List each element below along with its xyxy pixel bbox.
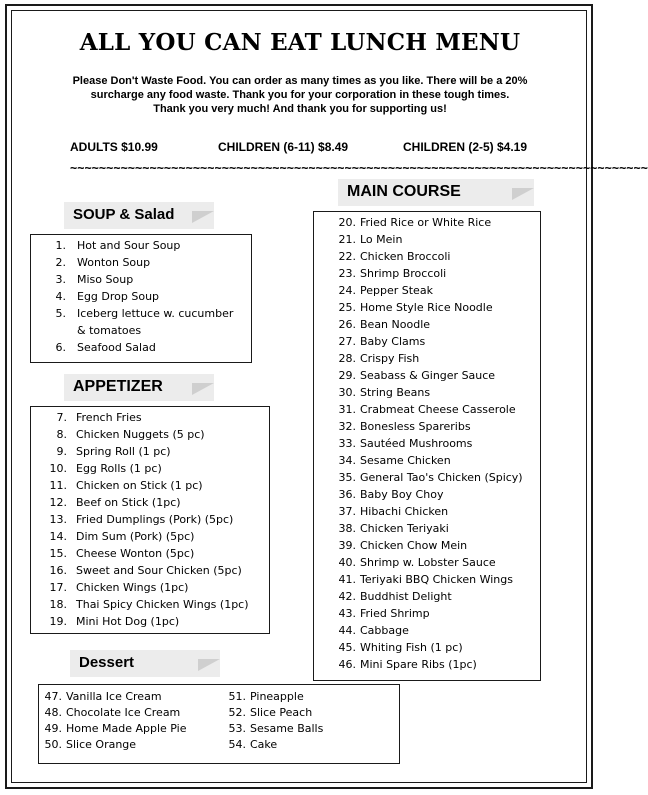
list-item: 29. Seabass & Ginger Sauce [338,369,496,382]
list-item: 50. Slice Orange [44,738,137,751]
list-item: 5. Iceberg lettuce w. cucumber [55,307,234,320]
soup-heading-tab [64,202,214,229]
list-item: 47. Vanilla Ice Cream [44,690,162,703]
list-item: 6. Seafood Salad [55,341,156,354]
main-heading-tab [338,179,534,206]
list-item: & tomatoes [77,324,142,337]
list-item: 14. Dim Sum (Pork) (5pc) [49,530,195,543]
menu-title: ALL YOU CAN EAT LUNCH MENU [79,29,521,56]
list-item: 41. Teriyaki BBQ Chicken Wings [338,573,513,586]
price-adults: ADULTS $10.99 [70,140,158,154]
appetizer-heading-tab [64,374,214,401]
tilde-divider: ~~~~~~~~~~~~~~~~~~~~~~~~~~~~~~~~~~~~~~~~~~~~~~~~~~~~~~~~~~~~~~~~~~~~~~~~~~~~~~~~ [70,161,648,175]
list-item: 20. Fried Rice or White Rice [338,216,492,229]
list-item: 30. String Beans [338,386,431,399]
notice-line: Thank you very much! And thank you for supporting us! [153,103,447,115]
notice-line: Please Don't Waste Food. You can order as many times as you like. There will be a 20% [72,75,528,87]
list-item: 18. Thai Spicy Chicken Wings (1pc) [49,598,249,611]
list-item: 31. Crabmeat Cheese Casserole [338,403,516,416]
list-item: 36. Baby Boy Choy [338,488,444,501]
list-item: 3. Miso Soup [55,273,134,286]
list-item: 2. Wonton Soup [55,256,151,269]
list-item: 11. Chicken on Stick (1 pc) [49,479,203,492]
list-item: 49. Home Made Apple Pie [44,722,187,735]
list-item: 53. Sesame Balls [228,722,324,735]
list-item: 8. Chicken Nuggets (5 pc) [56,428,205,441]
appetizer-heading: APPETIZER [73,378,163,395]
list-item: 37. Hibachi Chicken [338,505,449,518]
list-item: 38. Chicken Teriyaki [338,522,449,535]
list-item: 44. Cabbage [338,624,409,637]
waste-notice [40,74,560,116]
list-item: 39. Chicken Chow Mein [338,539,468,552]
list-item: 9. Spring Roll (1 pc) [56,445,171,458]
tab-arrow-icon [192,211,214,223]
list-item: 1. Hot and Sour Soup [55,239,181,252]
soup-heading: SOUP & Salad [73,206,175,223]
main-heading: MAIN COURSE [347,183,461,200]
list-item: 52. Slice Peach [228,706,313,719]
list-item: 45. Whiting Fish (1 pc) [338,641,463,654]
list-item: 42. Buddhist Delight [338,590,452,603]
list-item: 46. Mini Spare Ribs (1pc) [338,658,477,671]
list-item: 33. Sautéed Mushrooms [338,437,473,450]
dessert-heading-tab [70,650,220,677]
list-item: 35. General Tao's Chicken (Spicy) [338,471,523,484]
list-item: 15. Cheese Wonton (5pc) [49,547,195,560]
list-item: 24. Pepper Steak [338,284,433,297]
list-item: 4. Egg Drop Soup [55,290,160,303]
list-item: 48. Chocolate Ice Cream [44,706,181,719]
list-item: 19. Mini Hot Dog (1pc) [49,615,180,628]
list-item: 34. Sesame Chicken [338,454,451,467]
list-item: 23. Shrimp Broccoli [338,267,447,280]
list-item: 26. Bean Noodle [338,318,431,331]
list-item: 10. Egg Rolls (1 pc) [49,462,162,475]
list-item: 22. Chicken Broccoli [338,250,451,263]
list-item: 32. Bonesless Spareribs [338,420,471,433]
list-item: 40. Shrimp w. Lobster Sauce [338,556,496,569]
tab-arrow-icon [198,659,220,671]
list-item: 51. Pineapple [228,690,304,703]
list-item: 17. Chicken Wings (1pc) [49,581,189,594]
notice-line: surcharge any food waste. Thank you for your corporation in these tough times. [90,89,510,101]
list-item: 54. Cake [228,738,278,751]
list-item: 13. Fried Dumplings (Pork) (5pc) [49,513,234,526]
tab-arrow-icon [512,188,534,200]
list-item: 25. Home Style Rice Noodle [338,301,493,314]
list-item: 21. Lo Mein [338,233,403,246]
tab-arrow-icon [192,383,214,395]
list-item: 16. Sweet and Sour Chicken (5pc) [49,564,242,577]
list-item: 7. French Fries [56,411,142,424]
dessert-heading: Dessert [79,654,135,671]
price-children-2-5: CHILDREN (2-5) $4.19 [403,140,528,154]
list-item: 12. Beef on Stick (1pc) [49,496,181,509]
list-item: 28. Crispy Fish [338,352,420,365]
list-item: 27. Baby Clams [338,335,426,348]
list-item: 43. Fried Shrimp [338,607,430,620]
price-children-6-11: CHILDREN (6-11) $8.49 [218,140,349,154]
